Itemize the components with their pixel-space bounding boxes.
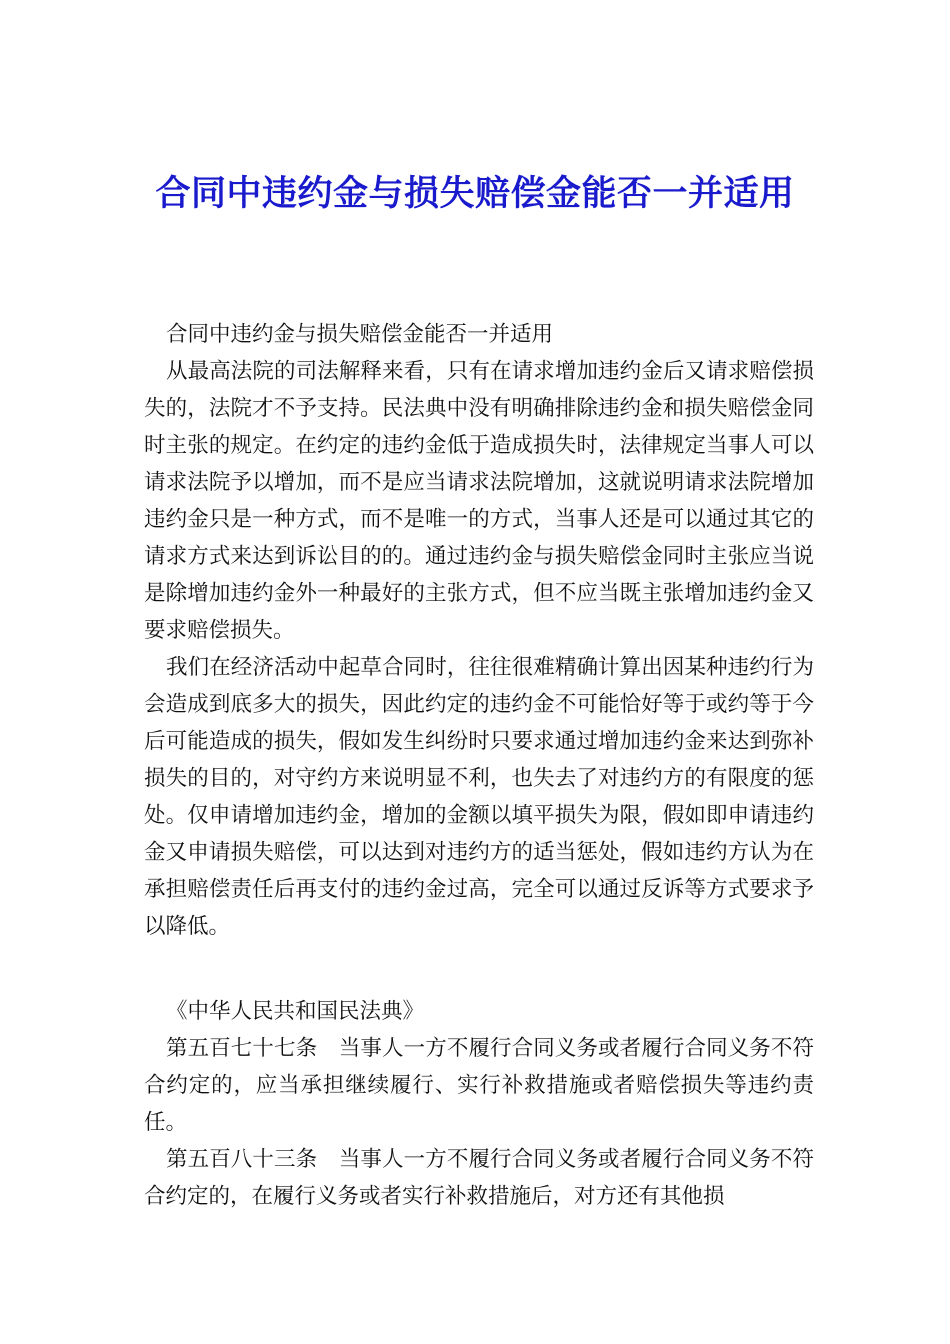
paragraph-spacer [144, 945, 814, 993]
document-body [144, 316, 814, 1215]
paragraph-subtitle: 合同中违约金与损失赔偿金能否一并适用 [166, 322, 554, 347]
paragraph-judicial-interpretation: 从最高法院的司法解释来看，只有在请求增加违约金后又请求赔偿损失的，法院才不予支持。民法典中没有明确排除违约金和损失赔偿金同时主张的规定。在约定的违约金低于造成损失时，法律规定当事人可以请求法院予以增加，而不是应当请求法院增加，这就说明请求法院增加违约金只是一种方式，而不是唯一的方式，当事人还是可以通过其它的请求方式来达到诉讼目的的。通过违约金与损失赔偿金同时主张应当说是除增加违约金外一种最好的主张方式，但不应当既主张增加违约金又要求赔偿损失。 [144, 359, 814, 643]
document-title: 合同中违约金与损失赔偿金能否一并适用 [155, 174, 795, 214]
paragraph-article-577: 第五百七十七条 当事人一方不履行合同义务或者履行合同义务不符合约定的，应当承担继续履行、实行补救措施或者赔偿损失等违约责任。 [144, 1036, 814, 1135]
paragraph-law-name: 《中华人民共和国民法典》 [166, 999, 425, 1024]
paragraph-contract-drafting: 我们在经济活动中起草合同时，往往很难精确计算出因某种违约行为会造成到底多大的损失，因此约定的违约金不可能恰好等于或约等于今后可能造成的损失，假如发生纠纷时只要求通过增加违约金来达到弥补损失的目的，对守约方来说明显不利，也失去了对违约方的有限度的惩处。仅申请增加违约金，增加的金额以填平损失为限，假如即申请违约金又申请损失赔偿，可以达到对违约方的适当惩处，假如违约方认为在承担赔偿责任后再支付的违约金过高，完全可以通过反诉等方式要求予以降低。 [144, 655, 814, 939]
paragraph-article-583: 第五百八十三条 当事人一方不履行合同义务或者履行合同义务不符合约定的，在履行义务或者实行补救措施后，对方还有其他损 [144, 1147, 814, 1209]
